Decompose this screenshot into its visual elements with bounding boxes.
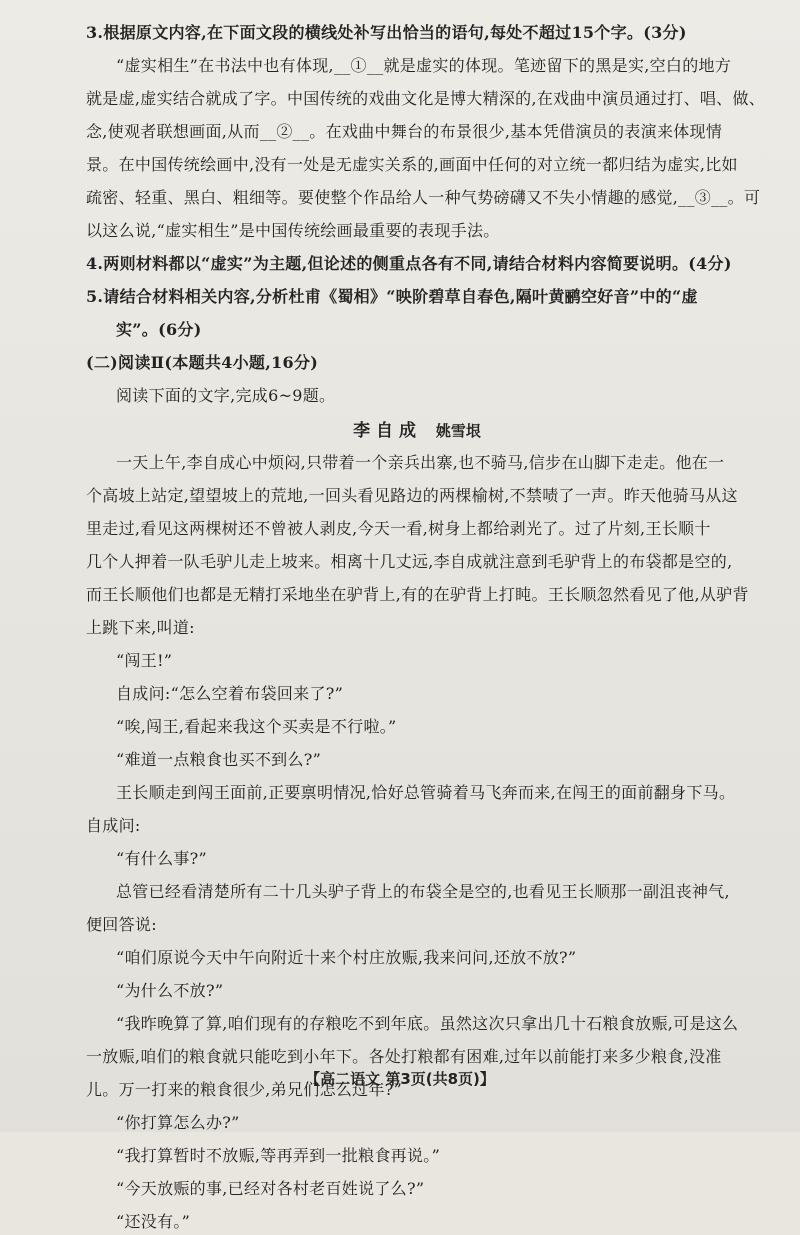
story-line: “你打算怎么办?” bbox=[116, 1113, 240, 1132]
question-3-prompt: 3.根据原文内容,在下面文段的横线处补写出恰当的语句,每处不超过15个字。(3分) bbox=[86, 23, 687, 42]
text-line: 念,使观者联想画面,从而__②__。在戏曲中舞台的布景很少,基本凭借演员的表演来体现情 bbox=[86, 122, 723, 141]
story-line: 一放赈,咱们的粮食就只能吃到小年下。各处打粮都有困难,过年以前能打来多少粮食,没准 bbox=[86, 1047, 722, 1066]
story-line: 几个人押着一队毛驴儿走上坡来。相离十几丈远,李自成就注意到毛驴背上的布袋都是空的, bbox=[86, 552, 733, 571]
story-line: 便回答说: bbox=[86, 915, 157, 934]
text-line: 就是虚,虚实结合就成了字。中国传统的戏曲文化是博大精深的,在戏曲中演员通过打、唱、做、 bbox=[86, 89, 766, 108]
question-3 bbox=[86, 20, 766, 244]
text-line: “虚实相生”在书法中也有体现,__①__就是虚实的体现。笔迹留下的黑是实,空白的地方 bbox=[116, 56, 732, 75]
text-line: 以这么说,“虚实相生”是中国传统绘画最重要的表现手法。 bbox=[86, 221, 500, 240]
story-author: 姚雪垠 bbox=[435, 422, 481, 440]
story-line: 个高坡上站定,望望坡上的荒地,一回头看见路边的两棵榆树,不禁啧了一声。昨天他骑马从这 bbox=[86, 486, 738, 505]
question-5-cont: 实”。(6分) bbox=[116, 320, 202, 339]
text-line: 景。在中国传统绘画中,没有一处是无虚实关系的,画面中任何的对立统一都归结为虚实,比如 bbox=[86, 155, 738, 174]
story-line: “唉,闯王,看起来我这个买卖是不行啦。” bbox=[116, 717, 397, 736]
story-line: “今天放赈的事,已经对各村老百姓说了么?” bbox=[116, 1179, 425, 1198]
story-title-line bbox=[86, 416, 748, 441]
story-line: 上跳下来,叫道: bbox=[86, 618, 195, 637]
story-line: 自成问: bbox=[86, 816, 141, 835]
story-line: “为什么不放?” bbox=[116, 981, 224, 1000]
text-line: 疏密、轻重、黑白、粗细等。要使整个作品给人一种气势磅礴又不失小情趣的感觉,__③__。可 bbox=[86, 188, 761, 207]
story-line: 儿。万一打来的粮食很少,弟兄们怎么过年?” bbox=[86, 1080, 403, 1099]
page-footer: 【高二语文 第3页(共8页)】 bbox=[305, 1070, 495, 1088]
section-heading: (二)阅读Ⅱ(本题共4小题,16分) bbox=[86, 353, 319, 372]
story-line: 总管已经看清楚所有二十几头驴子背上的布袋全是空的,也看见王长顺那一副沮丧神气, bbox=[116, 882, 730, 901]
question-4: 4.两则材料都以“虚实”为主题,但论述的侧重点各有不同,请结合材料内容简要说明。(4分) bbox=[86, 254, 732, 273]
story-line: “有什么事?” bbox=[116, 849, 208, 868]
story-line: “难道一点粮食也买不到么?” bbox=[116, 750, 322, 769]
reading-instruction: 阅读下面的文字,完成6~9题。 bbox=[116, 386, 336, 405]
story-body bbox=[86, 450, 748, 1235]
story-line: “我打算暂时不放赈,等再弄到一批粮食再说。” bbox=[116, 1146, 441, 1165]
story-line: 里走过,看见这两棵树还不曾被人剥皮,今天一看,树身上都给剥光了。过了片刻,王长顺十 bbox=[86, 519, 711, 538]
story-line: “我昨晚算了算,咱们现有的存粮吃不到年底。虽然这次只拿出几十石粮食放赈,可是这么 bbox=[116, 1014, 739, 1033]
story-line: “还没有。” bbox=[116, 1212, 191, 1231]
question-5: 5.请结合材料相关内容,分析杜甫《蜀相》“映阶碧草自春色,隔叶黄鹂空好音”中的“虚 bbox=[86, 287, 698, 306]
story-line: 一天上午,李自成心中烦闷,只带着一个亲兵出寨,也不骑马,信步在山脚下走走。他在一 bbox=[116, 453, 725, 472]
story-line: “咱们原说今天中午向附近十来个村庄放赈,我来问问,还放不放?” bbox=[116, 948, 577, 967]
story-title: 李 自 成 bbox=[353, 421, 416, 441]
story-line: 而王长顺他们也都是无精打采地坐在驴背上,有的在驴背上打盹。王长顺忽然看见了他,从驴背 bbox=[86, 585, 749, 604]
story-line: 自成问:“怎么空着布袋回来了?” bbox=[116, 684, 344, 703]
story-line: “闯王!” bbox=[116, 651, 173, 670]
story-line: 王长顺走到闯王面前,正要禀明情况,恰好总管骑着马飞奔而来,在闯王的面前翻身下马。 bbox=[116, 783, 736, 802]
